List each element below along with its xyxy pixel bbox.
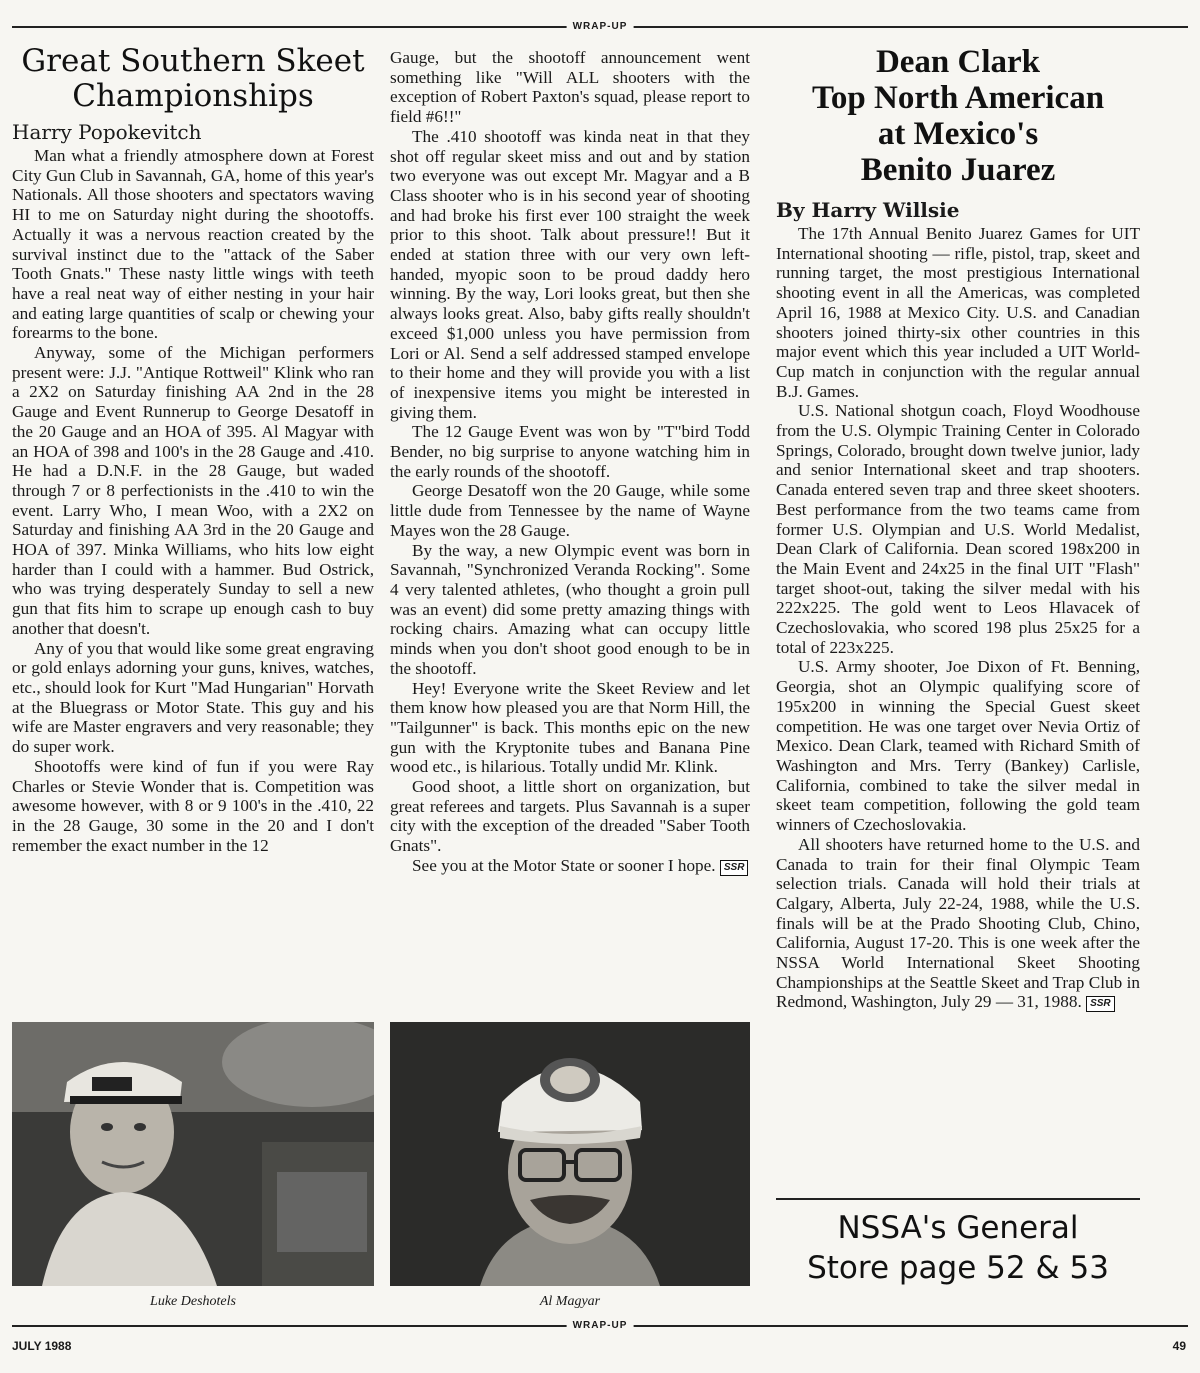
photo-al-magyar-image — [390, 1022, 750, 1286]
footer-rule — [12, 1319, 1188, 1333]
ssr-end-mark: SSR — [720, 860, 749, 876]
article1-paragraph: The 12 Gauge Event was won by "T"bird Todd Bender, no big surprise to anyone watching him in the early rounds of the shootoff. — [390, 422, 750, 481]
article2-paragraph: The 17th Annual Benito Juarez Games for UIT International shooting — rifle, pistol, trap, skeet and running target, the most prestigious International shooting event in all the Americas, was completed April 16, 1988 at Mexico City. U.S. and Canadian shooters joined thirty-six other countries in this major event which this year included a UIT World-Cup match in conjunction with the regular annual B.J. Games. — [776, 224, 1140, 401]
header-rule — [12, 20, 1188, 34]
article2-title-line: Benito Juarez — [860, 152, 1056, 188]
article2-byline: By Harry Willsie — [776, 198, 960, 222]
article2-title-line: Dean Clark — [875, 44, 1041, 80]
article1-paragraph: By the way, a new Olympic event was born in Savannah, "Synchronized Veranda Rocking". Some 4 very talented athletes, (who thought a groin pull was an event) did some pretty amazing things with rocking chairs. Amazing what can occupy little minds when you don't shoot good enough to be in the shootoff. — [390, 540, 750, 678]
article1-paragraph: Man what a friendly atmosphere down at Forest City Gun Club in Savannah, GA, home of this year's Nationals. All those shooters and spectators waving HI to me on Saturday night during the shootoffs. Actually it was a nervous reaction created by the survival instinct due to the "attack of the Saber Tooth Gnats." These nasty little wings with teeth have a real neat way of either nesting in your hair and eating large quantities of scalp or chewing your forearms to the bone. — [12, 146, 374, 343]
article2-title — [776, 44, 1140, 188]
page-number: 49 — [1172, 1339, 1186, 1353]
article2-closing — [776, 835, 1140, 1013]
ad-line-1: NSSA's General — [837, 1210, 1079, 1246]
article1-paragraph: Hey! Everyone write the Skeet Review and let them know how pleased you are that Norm Hill, the "Tailgunner" is back. This months epic on the new gun with the Kryptonite tubes and Banana Pine wood etc., is hilarious. Totally undid Mr. Klink. — [390, 678, 750, 777]
article-great-southern-col1 — [12, 44, 374, 855]
article1-paragraph: Any of you that would like some great engraving or gold enlays adorning your guns, knives, watches, etc., should look for Kurt "Mad Hungarian" Horvath at the Bluegrass or Motor State. This guy and his wife are Master engravers and very reasonable; they do super work. — [12, 638, 374, 757]
article1-paragraph: Anyway, some of the Michigan performers present were: J.J. "Antique Rottweil" Klink who ran a 2X2 on Saturday finishing AA 2nd in the 28 Gauge and Event Runnerup to George Desatoff in the 20 Gauge and an HOA of 395. Al Magyar with an HOA of 398 and 100's in the 28 Gauge and .410. He had a D.N.F. in the 28 Gauge, but waded through 7 or 8 perfectionists in the .410 to win the event. Larry Who, I mean Woo, with a 2X2 on Saturday and finishing AA 3rd in the 20 Gauge and HOA of 397. Minka Williams, who hits low eight harder than I could with a hammer. Bud Ostrick, who was trying desperately Sunday to sell a new gun that fits him to scrape up enough cash to buy another that doesn't. — [12, 343, 374, 638]
footer-section-label: WRAP-UP — [567, 1319, 634, 1333]
header-section-label: WRAP-UP — [567, 20, 634, 34]
article1-paragraph: Good shoot, a little short on organization, but great referees and targets. Plus Savannah is a super city with the exception of the dreaded "Saber Tooth Gnats". — [390, 777, 750, 856]
ad-divider — [776, 1198, 1140, 1200]
article1-title: Great Southern Skeet Championships — [21, 43, 365, 114]
photo-al-magyar — [390, 1022, 750, 1286]
article1-closing-text: See you at the Motor State or sooner I hope. — [412, 855, 716, 875]
issue-date: JULY 1988 — [12, 1339, 72, 1353]
article1-paragraph: George Desatoff won the 20 Gauge, while some little dude from Tennessee by the name of Wayne Mayes won the 28 Gauge. — [390, 481, 750, 540]
photo-al-magyar-caption: Al Magyar — [539, 1294, 601, 1309]
article2-paragraph: U.S. Army shooter, Joe Dixon of Ft. Benning, Georgia, shot an Olympic qualifying score of 195x200 in winning the Special Guest skeet competition. He was one target over Nevia Ortiz of Mexico. Dean Clark, teamed with Richard Smith of Washington and Mrs. Terry (Bankey) Carlisle, California, combined to take the silver medal in skeet team competition, following the gold team winners of Czechoslovakia. — [776, 657, 1140, 835]
article1-byline: Harry Popokevitch — [12, 120, 202, 144]
article-dean-clark — [776, 44, 1140, 1012]
article2-closing-text: All shooters have returned home to the U.S. and Canada to train for their final Olympic Team selection trials. Canada will hold their trials at Calgary, Alberta, July 22-24, 1988, while the U.S. finals will be at the Prado Shooting Club, Chino, California, August 17-20. This is one week after the NSSA World International Skeet Shooting Championships at the Seattle Skeet and Trap Club in Redmond, Washington, July 29 — 31, 1988. — [776, 834, 1140, 1012]
photo-luke-deshotels — [12, 1022, 374, 1286]
article1-paragraph: Shootoffs were kind of fun if you were Ray Charles or Stevie Wonder that is. Competition was awesome however, with 8 or 9 100's in the .410, 22 in the 28 Gauge, 30 some in the 20 and I don't remember the exact number in the 12 — [12, 756, 374, 855]
photo-luke-deshotels-caption: Luke Deshotels — [150, 1294, 236, 1309]
article2-paragraph: U.S. National shotgun coach, Floyd Woodhouse from the U.S. Olympic Training Center in Colorado Springs, Colorado, brought down twelve junior, lady and senior International skeet and trap shooters. Canada entered seven trap and three skeet shooters. Best performance from the two teams came from former U.S. Olympian and U.S. World Medalist, Dean Clark of California. Dean scored 198x200 in the Main Event and 24x25 in the final UIT "Flash" target shoot-out, taking the silver medal with his 222x225. The gold went to Leos Hlavacek of Czechoslovakia, who scored 198 plus 25x25 for a total of 223x225. — [776, 401, 1140, 657]
article1-paragraph: Gauge, but the shootoff announcement went something like "Will ALL shooters with the exception of Robert Paxton's squad, please report to field #6!!" — [390, 48, 750, 127]
photo-luke-deshotels-image — [12, 1022, 374, 1286]
ssr-end-mark: SSR — [1086, 996, 1115, 1012]
article1-closing — [390, 856, 750, 876]
ad-line-2: Store page 52 & 53 — [807, 1250, 1109, 1286]
article1-paragraph: The .410 shootoff was kinda neat in that they shot off regular skeet miss and out and by station two everyone was out except Mr. Magyar and a B Class shooter who is in his second year of shooting and had broke his first ever 100 straight the week prior to this shoot. Talk about pressure!! But it ended at station three with our very own left-handed, myopic soon to be proud daddy hero winning. By the way, Lori looks great, but then she always looks great. Also, baby gifts really shouldn't exceed $1,000 unless you have permission from Lori or Al. Send a self addressed stamped envelope to their home and they will provide you with a list of inexpensive items you might be interested in giving them. — [390, 126, 750, 422]
general-store-ad — [776, 1208, 1140, 1288]
article2-title-line: Top North American — [811, 80, 1105, 116]
article-great-southern-col2 — [390, 48, 750, 876]
article2-title-line: at Mexico's — [877, 116, 1039, 152]
